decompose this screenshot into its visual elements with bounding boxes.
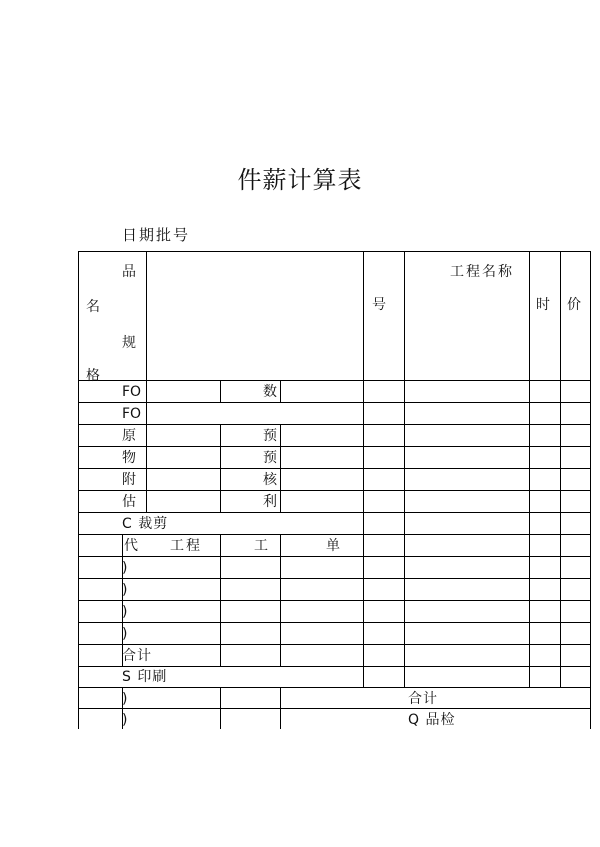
header-jia: 价 [567,297,581,313]
label-yu-2: 预 [263,450,277,466]
cutting-process-header: 工程 [170,538,202,554]
cutting-row-bracket: ) [122,560,128,576]
cutting-row-bracket: ) [122,582,128,598]
date-batch-label: 日期批号 [122,226,191,244]
row-label-gu: 估 [122,494,136,510]
cutting-row-bracket: ) [122,604,128,620]
printing-row-bracket: ) [122,712,128,728]
printing-total-label: 合计 [408,691,438,707]
cutting-section-label: C 裁剪 [122,516,169,532]
label-he: 核 [263,472,277,488]
header-ge: 格 [86,368,100,384]
header-gui: 规 [122,335,136,351]
header-pin: 品 [122,264,136,280]
header-hao: 号 [372,297,386,313]
cutting-work-header: 工 [254,538,268,554]
page-title: 件薪计算表 [237,166,363,194]
cutting-unit-header: 单 [326,538,340,554]
header-ming: 名 [86,299,100,315]
row-label-fu: 附 [122,472,136,488]
inspection-section-label: Q 品检 [408,712,456,728]
label-shu: 数 [263,384,277,400]
header-process-name: 工程名称 [450,264,514,280]
label-yu-1: 预 [263,428,277,444]
row-label-fo-1: FO [122,384,142,400]
header-shi: 时 [536,297,550,313]
cutting-total-label: 合计 [122,648,152,664]
row-label-yuan: 原 [122,428,136,444]
row-label-fo-2: FO [122,406,142,422]
row-label-wu: 物 [122,450,136,466]
label-li: 利 [263,494,277,510]
printing-row-bracket: ) [122,691,128,707]
cutting-row-bracket: ) [122,626,128,642]
printing-section-label: S 印刷 [122,669,168,685]
cutting-code-header: 代 [124,538,138,554]
